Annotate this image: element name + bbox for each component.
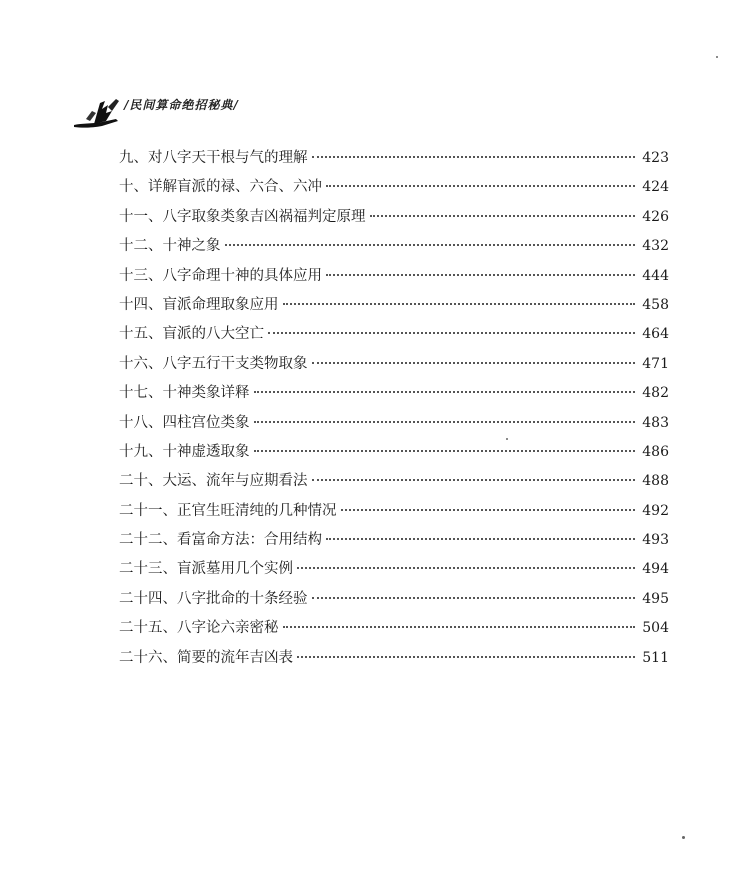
toc-entry	[119, 322, 669, 351]
toc-dot-leader	[312, 597, 636, 599]
toc-entry-page: 495	[642, 590, 669, 607]
toc-entry-page: 423	[642, 150, 669, 166]
toc-entry-title: 十、详解盲派的禄、六合、六冲	[119, 179, 322, 196]
table-of-contents	[119, 146, 669, 675]
toc-entry-page: 464	[642, 326, 669, 343]
toc-entry-title: 十五、盲派的八大空亡	[119, 326, 264, 343]
toc-entry-page: 504	[642, 620, 669, 637]
toc-entry	[119, 352, 669, 381]
toc-entry	[119, 557, 669, 586]
toc-entry-title: 十七、十神类象详释	[119, 385, 250, 402]
toc-entry-page: 444	[642, 267, 669, 284]
toc-entry-title: 十一、八字取象类象吉凶祸福判定原理	[119, 208, 366, 225]
toc-entry-page: 492	[642, 502, 669, 519]
toc-entry-title: 二十二、看富命方法：合用结构	[119, 532, 322, 549]
ink-brush-ornament-icon	[72, 97, 122, 131]
toc-entry-title: 十二、十神之象	[119, 238, 221, 255]
toc-dot-leader	[326, 274, 635, 276]
toc-entry-page: 458	[642, 296, 669, 313]
toc-entry-title: 二十一、正官生旺清纯的几种情况	[119, 502, 337, 519]
toc-entry-title: 二十六、简要的流年吉凶表	[119, 649, 293, 666]
toc-entry	[119, 175, 669, 204]
toc-entry-page: 488	[642, 473, 669, 490]
toc-entry	[119, 440, 669, 469]
toc-dot-leader	[297, 656, 635, 658]
toc-entry-page: 493	[642, 532, 669, 549]
toc-entry	[119, 146, 669, 175]
scan-speck	[506, 438, 508, 440]
scan-speck	[682, 836, 685, 839]
toc-dot-leader	[312, 479, 636, 481]
toc-entry	[119, 499, 669, 528]
toc-entry-page: 494	[642, 561, 669, 578]
toc-entry-page: 482	[642, 385, 669, 402]
toc-entry	[119, 234, 669, 263]
toc-entry	[119, 469, 669, 498]
toc-dot-leader	[297, 567, 635, 569]
toc-dot-leader	[326, 185, 635, 187]
toc-entry	[119, 205, 669, 234]
toc-entry	[119, 587, 669, 616]
toc-entry-page: 486	[642, 443, 669, 460]
toc-entry-title: 十八、四柱宫位类象	[119, 414, 250, 431]
toc-dot-leader	[268, 332, 635, 334]
toc-dot-leader	[341, 509, 636, 511]
toc-entry-title: 二十五、八字论六亲密秘	[119, 620, 279, 637]
running-header	[72, 96, 239, 131]
toc-entry	[119, 381, 669, 410]
toc-entry-title: 九、对八字天干根与气的理解	[119, 150, 308, 166]
toc-entry-page: 426	[642, 208, 669, 225]
scan-speck	[716, 56, 718, 58]
toc-entry	[119, 264, 669, 293]
toc-entry-title: 十六、八字五行干支类物取象	[119, 355, 308, 372]
toc-dot-leader	[225, 244, 636, 246]
toc-dot-leader	[312, 156, 636, 158]
toc-entry	[119, 293, 669, 322]
toc-dot-leader	[254, 391, 636, 393]
toc-entry-page: 511	[642, 649, 669, 666]
toc-entry-page: 483	[642, 414, 669, 431]
toc-entry-title: 二十、大运、流年与应期看法	[119, 473, 308, 490]
toc-dot-leader	[283, 626, 636, 628]
toc-dot-leader	[283, 303, 636, 305]
toc-entry-title: 二十三、盲派墓用几个实例	[119, 561, 293, 578]
toc-dot-leader	[254, 421, 636, 423]
toc-entry-page: 424	[642, 179, 669, 196]
toc-entry-title: 二十四、八字批命的十条经验	[119, 590, 308, 607]
toc-dot-leader	[326, 538, 635, 540]
toc-entry-title: 十三、八字命理十神的具体应用	[119, 267, 322, 284]
toc-entry	[119, 646, 669, 675]
header-title: /民间算命绝招秘典/	[124, 98, 239, 112]
toc-entry	[119, 411, 669, 440]
toc-entry-title: 十四、盲派命理取象应用	[119, 296, 279, 313]
toc-dot-leader	[254, 450, 636, 452]
toc-entry-page: 471	[642, 355, 669, 372]
toc-dot-leader	[370, 215, 636, 217]
toc-entry-title: 十九、十神虚透取象	[119, 443, 250, 460]
toc-dot-leader	[312, 362, 636, 364]
toc-entry-page: 432	[642, 238, 669, 255]
toc-entry	[119, 528, 669, 557]
toc-entry	[119, 616, 669, 645]
